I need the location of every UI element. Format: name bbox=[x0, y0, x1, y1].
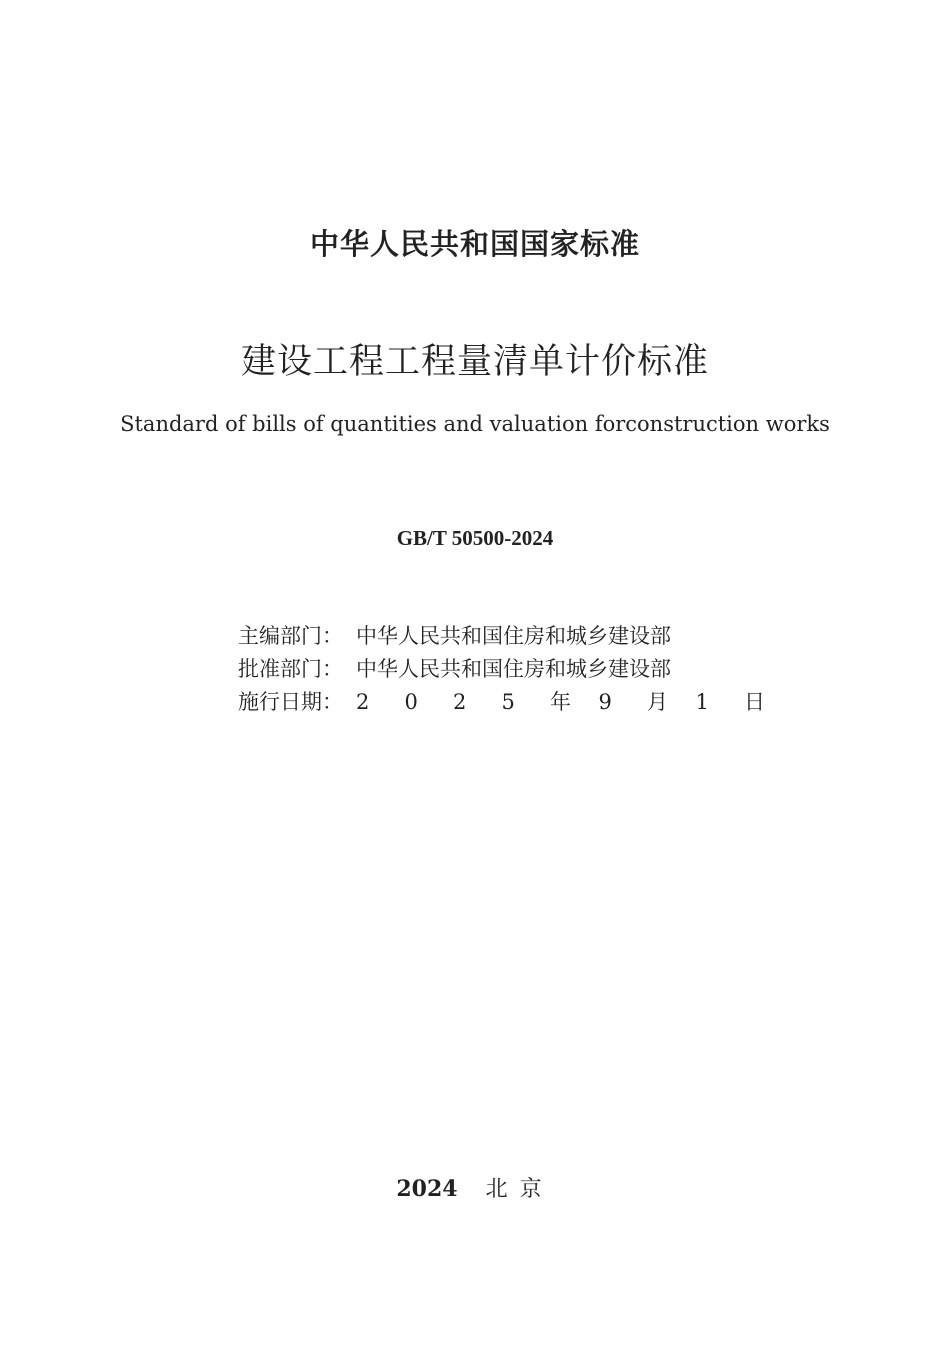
document-title-chinese: 建设工程工程量清单计价标准 bbox=[240, 342, 709, 382]
date-char: 年 bbox=[550, 690, 571, 714]
approver-value: 中华人民共和国住房和城乡建设部 bbox=[356, 657, 671, 681]
date-char: 9 bbox=[598, 690, 612, 714]
publication-year: 2024 bbox=[396, 1176, 458, 1202]
effective-date-value bbox=[356, 686, 793, 719]
approver-label: 批准部门： bbox=[238, 657, 343, 681]
approver-row bbox=[238, 653, 793, 686]
editor-row bbox=[238, 620, 793, 653]
date-char: 1 bbox=[695, 690, 709, 714]
effective-date-row bbox=[238, 686, 793, 719]
editor-value: 中华人民共和国住房和城乡建设部 bbox=[356, 624, 671, 648]
date-char: 5 bbox=[501, 690, 515, 714]
standard-code: GB/T 50500-2024 bbox=[396, 526, 554, 550]
date-char: 日 bbox=[744, 690, 765, 714]
date-char: 2 bbox=[453, 690, 467, 714]
document-title-english: Standard of bills of quantities and valuation forconstruction works bbox=[120, 412, 830, 436]
standard-series-heading: 中华人民共和国国家标准 bbox=[309, 227, 640, 261]
date-char: 月 bbox=[647, 690, 668, 714]
date-char: 0 bbox=[404, 690, 418, 714]
publication-footer bbox=[0, 1172, 950, 1203]
editor-label: 主编部门： bbox=[238, 624, 343, 648]
publication-place: 北京 bbox=[485, 1177, 554, 1202]
publication-info bbox=[238, 620, 793, 719]
effective-date-label: 施行日期： bbox=[238, 690, 343, 714]
date-char: 2 bbox=[356, 690, 370, 714]
